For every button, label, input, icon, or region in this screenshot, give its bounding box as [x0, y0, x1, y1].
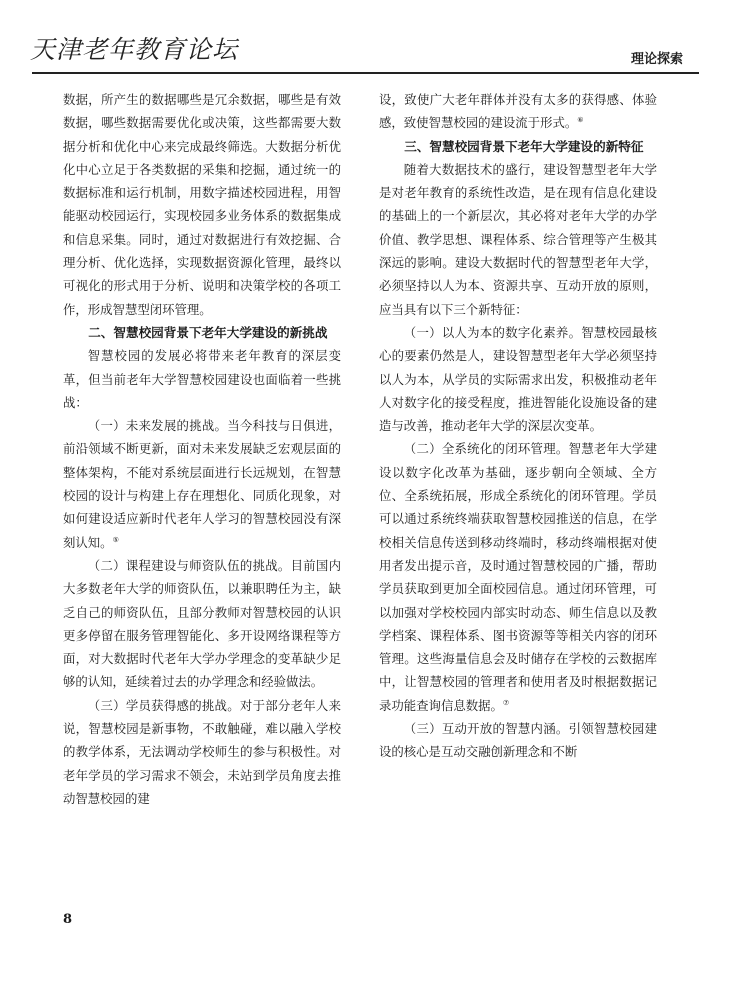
body-paragraph: [63, 344, 341, 414]
paragraph-text: 数据，所产生的数据哪些是冗余数据，哪些是有效数据，哪些数据需要优化或决策，这些都需要大数据分析和优化中心来完成最终筛选。大数据分析优化中心立足于各类数据的采集和挖掘，通过统一的数据标准和运行机制，用数字描述校园进程，用智能驱动校园运行，实现校园多业务体系的数据集成和信息采集。同时，通过对数据进行有效挖掘、合理分析、优化选择，实现数据资源化管理，最终以可视化的形式用于分析、说明和决策学校的各项工作，形成智慧型闭环管理。: [63, 92, 341, 317]
body-paragraph: [379, 437, 657, 717]
page-number: 8: [63, 912, 73, 927]
paragraph-text: （一）以人为本的数字化素养。智慧校园最核心的要素仍然是人，建设智慧型老年大学必须坚持以人为本，从学员的实际需求出发，积极推动老年人对数字化的接受程度，推进智能化设施设备的建造与改善，推动老年大学的深层次变革。: [379, 324, 657, 434]
body-paragraph: [379, 88, 657, 135]
paragraph-text: 随着大数据技术的盛行，建设智慧型老年大学是对老年教育的系统性改造，是在现有信息化建设的基础上的一个新层次，其必将对老年大学的办学价值、教学思想、课程体系、综合管理等产生极其深远的影响。建设大数据时代的智慧型老年大学，必须坚持以人为本、资源共享、互动开放的原则，应当具有以下三个新特征：: [379, 161, 657, 317]
paragraph-text: 智慧校园的发展必将带来老年教育的深层变革，但当前老年大学智慧校园建设也面临着一些挑战：: [63, 348, 341, 410]
journal-logo: 天津老年教育论坛: [30, 35, 239, 64]
paragraph-text: （一）未来发展的挑战。当今科技与日俱进，前沿领域不断更新，面对未来发展缺乏宏观层面的整体架构，不能对系统层面进行长远规划，在智慧校园的设计与构建上存在理想化、同质化现象，对如何建设适应新时代老年人学习的智慧校园没有深刻认知。: [63, 418, 341, 550]
paragraph-text: 设，致使广大老年群体并没有太多的获得感、体验感，致使智慧校园的建设流于形式。: [379, 92, 657, 131]
paragraph-text: 三、智慧校园背景下老年大学建设的新特征: [404, 138, 644, 154]
paragraph-text: （二）课程建设与师资队伍的挑战。目前国内大多数老年大学的师资队伍，以兼职聘任为主，缺乏自己的师资队伍，且部分教师对智慧校园的认识更多停留在服务管理智能化、多开设网络课程等方面，对大数据时代老年大学办学理念的变革缺少足够的认知，延续着过去的办学理念和经验做法。: [63, 557, 341, 690]
paragraph-text: （三）互动开放的智慧内涵。引领智慧校园建设的核心是互动交融创新理念和不断: [379, 721, 657, 760]
footnote-marker: ⑤: [112, 535, 119, 544]
header-divider: [32, 72, 699, 74]
body-paragraph: [63, 88, 341, 321]
paragraph-text: （二）全系统化的闭环管理。智慧老年大学建设以数字化改革为基础，逐步朝向全领域、全方位、全系统拓展，形成全系统化的闭环管理。学员可以通过系统终端获取智慧校园推送的信息，在学校相关信息传送到移动终端时，移动终端根据对使用者发出提示音，及时通过智慧校园的广播，帮助学员获取到更加全面校园信息。通过闭环管理，可以加强对学校校园内部实时动态、师生信息以及教学档案、课程体系、图书资源等等相关内容的闭环管理。这些海量信息会及时储存在学校的云数据库中，让智慧校园的管理者和使用者及时根据数据记录功能查询信息数据。: [379, 441, 657, 713]
body-paragraph: [379, 158, 657, 321]
body-paragraph: [379, 321, 657, 437]
paragraph-text: （三）学员获得感的挑战。对于部分老年人来说，智慧校园是新事物，不敢触碰，难以融入学校的教学体系，无法调动学校师生的参与积极性。对老年学员的学习需求不领会，未站到学员角度去推动智慧校园的建: [63, 697, 341, 806]
body-paragraph: [63, 554, 341, 694]
paragraph-text: 二、智慧校园背景下老年大学建设的新挑战: [88, 324, 328, 340]
left-column: [63, 88, 341, 810]
section-heading: [379, 135, 657, 158]
section-heading: [63, 321, 341, 344]
right-column: [379, 88, 657, 764]
footnote-marker: ⑥: [577, 116, 584, 125]
footnote-marker: ⑦: [502, 698, 510, 707]
body-paragraph: [63, 694, 341, 810]
body-paragraph: [379, 717, 657, 764]
body-paragraph: [63, 414, 341, 554]
section-title: 理论探索: [630, 52, 683, 67]
